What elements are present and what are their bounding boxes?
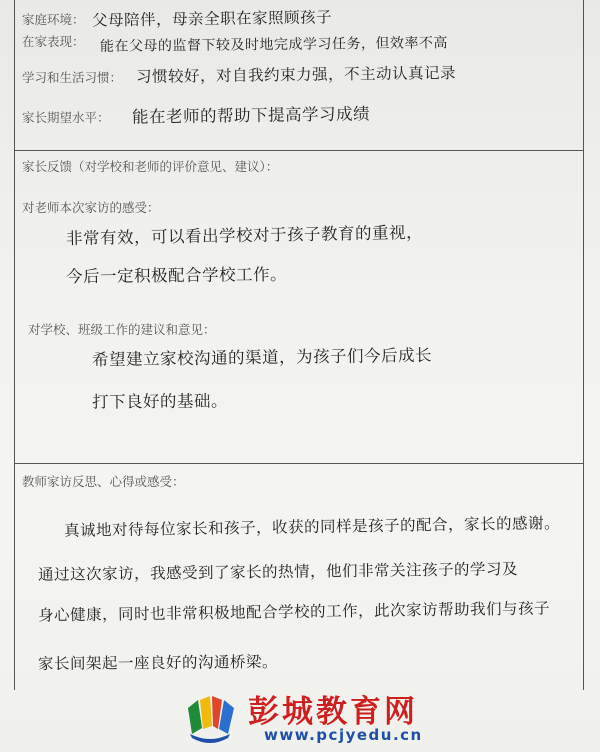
feeling-label: 对老师本次家访的感受： bbox=[22, 200, 160, 215]
parent-feedback-heading: 家长反馈（对学校和老师的评价意见、建议）： bbox=[22, 159, 279, 174]
suggest-label: 对学校、班级工作的建议和意见： bbox=[28, 322, 216, 337]
suggest-line-2: 打下良好的基础。 bbox=[91, 391, 229, 412]
habits-value: 习惯较好，对自我约束力强，不主动认真记录 bbox=[135, 64, 457, 86]
reflection-line-3: 身心健康，同时也非常积极地配合学校的工作，此次家访帮助我们与孩子 bbox=[37, 599, 551, 625]
suggest-line-1: 希望建立家校沟通的渠道，为孩子们今后成长 bbox=[91, 345, 433, 370]
site-name: 彭城教育网 bbox=[248, 694, 418, 730]
family-env-value: 父母陪伴，母亲全职在家照顾孩子 bbox=[91, 8, 333, 30]
site-watermark bbox=[178, 686, 538, 748]
home-perf-label: 在家表现： bbox=[22, 34, 85, 49]
family-env-label: 家庭环境： bbox=[22, 12, 85, 27]
habits-label: 学习和生活习惯： bbox=[22, 70, 123, 85]
teacher-reflection-heading: 教师家访反思、心得或感受： bbox=[22, 474, 185, 489]
reflection-line-2: 通过这次家访，我感受到了家长的热情，他们非常关注孩子的学习及 bbox=[37, 560, 519, 584]
divider-line bbox=[14, 150, 583, 151]
feeling-line-2: 今后一定积极配合学校工作。 bbox=[65, 264, 288, 287]
reflection-line-1: 真诚地对待每位家长和孩子，收获的同样是孩子的配合，家长的感谢。 bbox=[63, 514, 561, 540]
divider-line bbox=[14, 463, 583, 464]
reflection-line-4: 家长间架起一座良好的沟通桥梁。 bbox=[37, 652, 279, 674]
site-url: www.pcjyedu.cn bbox=[264, 726, 423, 744]
expectation-value: 能在老师的帮助下提高学习成绩 bbox=[131, 104, 371, 127]
expectation-label: 家长期望水平： bbox=[22, 110, 110, 125]
book-logo-icon bbox=[182, 688, 238, 744]
feeling-line-1: 非常有效，可以看出学校对于孩子教育的重视， bbox=[65, 222, 424, 249]
home-perf-value: 能在父母的监督下较及时地完成学习任务，但效率不高 bbox=[99, 35, 449, 55]
